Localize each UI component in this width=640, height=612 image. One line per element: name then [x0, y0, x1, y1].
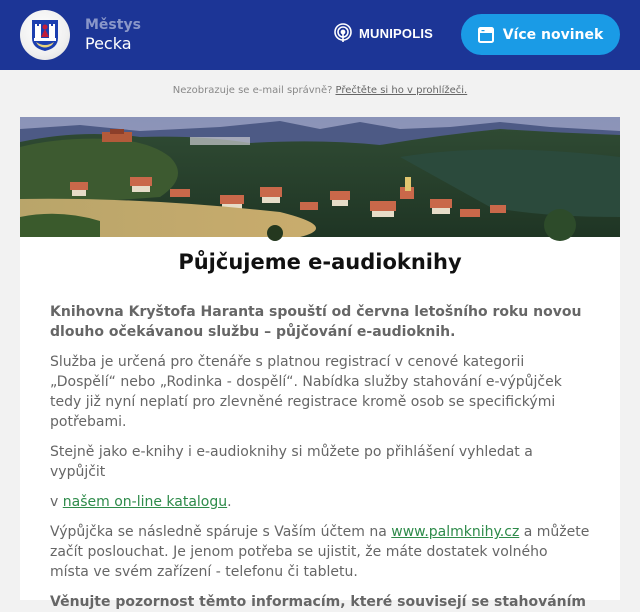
brand-name: Pecka [85, 34, 132, 53]
municipality-name [85, 18, 141, 52]
pairing-suffix: a můžete začít poslouchat. Je jenom potřeba se ujistit, že máte dostatek volného místa ve svém zařízení - telefonu či tabletu. [50, 524, 590, 580]
catalog-suffix: . [227, 494, 232, 510]
palmknihy-link[interactable]: www.palmknihy.cz [391, 524, 520, 540]
preheader [0, 70, 640, 108]
catalog-prefix: v [50, 494, 63, 510]
online-catalog-link[interactable]: našem on-line katalogu [62, 494, 228, 510]
article-title: Půjčujeme e-audioknihy [178, 250, 462, 274]
pairing-prefix: Výpůjčka se následně spáruje s Vaším účtem na [50, 524, 392, 540]
coat-of-arms-icon [30, 18, 60, 52]
munipolis-label: MUNIPOLIS [359, 25, 434, 41]
paragraph-pairing [50, 522, 590, 582]
brand-type: Městys [85, 17, 141, 33]
email-header [0, 0, 640, 70]
more-news-label: Více novinek [502, 26, 604, 43]
article-body [20, 302, 620, 612]
paragraph-search: Stejně jako e-knihy i e-audioknihy si můžete po přihlášení vyhledat a vypůjčit [50, 444, 533, 480]
paragraph-catalog [50, 492, 590, 512]
broadcast-icon [333, 23, 353, 43]
more-news-button[interactable] [461, 14, 620, 55]
municipality-logo[interactable] [20, 10, 70, 60]
newspaper-icon [478, 27, 494, 43]
attention-heading: Věnujte pozornost těmto informacím, které souvisejí se stahováním [50, 594, 587, 610]
paragraph-eligibility: Služba je určená pro čtenáře s platnou registrací v cenové kategorii „Dospělí“ nebo „Rodinka - dospělí“. Nabídka služby stahování e-výpůjček tedy již nyní neplatí pro zlevněné registrace kromě osob se specifickými potřebami. [50, 354, 562, 430]
hero-image [20, 117, 620, 237]
article-lead: Knihovna Kryštofa Haranta spouští od června letošního roku novou dlouho očekávanou službu – půjčování e-audioknih. [50, 304, 582, 340]
munipolis-link[interactable] [333, 23, 433, 43]
preheader-text: Nezobrazuje se e-mail správně? [172, 84, 333, 96]
article-card [20, 117, 620, 610]
view-in-browser-link[interactable]: Přečtěte si ho v prohlížeči. [335, 84, 468, 96]
